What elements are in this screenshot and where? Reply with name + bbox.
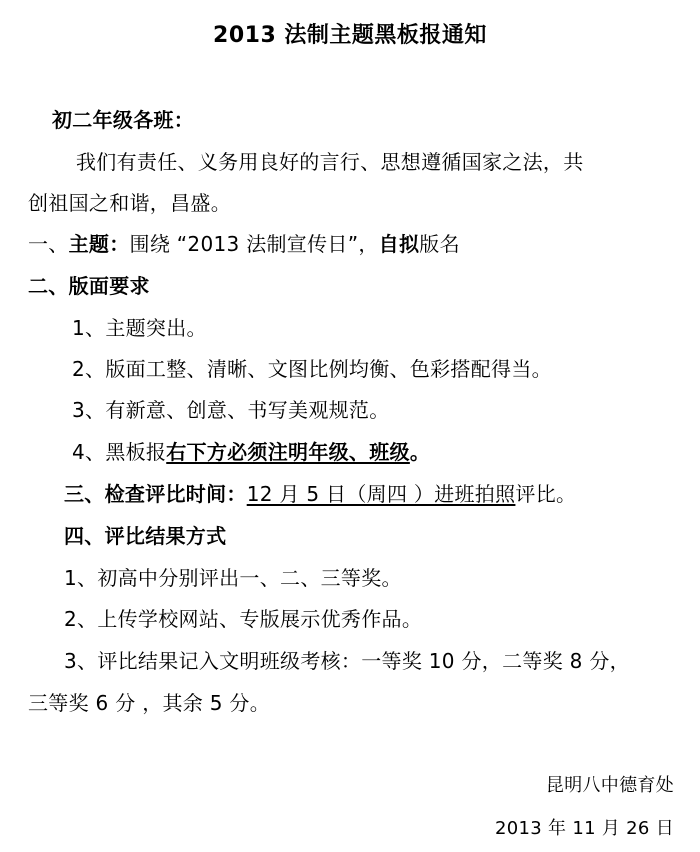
document-title: 2013 法制主题黑板报通知 bbox=[213, 23, 487, 48]
section-3-tail: 评比。 bbox=[515, 482, 577, 506]
result-item-3-line-1: 3、评比结果记入文明班级考核：一等奖 10 分，二等奖 8 分， bbox=[64, 649, 630, 673]
section-3-inspection-time bbox=[64, 480, 576, 508]
section-1-text-b: 版名 bbox=[419, 232, 460, 256]
result-item-2: 2、上传学校网站、专版展示优秀作品。 bbox=[64, 607, 423, 631]
section-3-date: 12 月 5 日（周四 ）进班拍照 bbox=[246, 482, 516, 506]
result-item-3-line-2: 三等奖 6 分 ，其余 5 分。 bbox=[28, 691, 271, 715]
requirement-4-emphasis: 右下方必须注明年级、班级 bbox=[166, 440, 410, 464]
section-1-prefix: 一、 bbox=[28, 232, 69, 256]
section-1-theme bbox=[28, 230, 460, 258]
salutation: 初二年级各班： bbox=[52, 108, 195, 132]
intro-paragraph-line-1: 我们有责任、义务用良好的言行、思想遵循国家之法，共 bbox=[76, 150, 584, 174]
signature: 昆明八中德育处 bbox=[545, 775, 674, 796]
requirement-4 bbox=[72, 438, 430, 466]
section-1-text-a: 围绕 “2013 法制宣传日”， bbox=[129, 232, 379, 256]
requirement-4-text-b: 。 bbox=[409, 440, 431, 464]
requirement-2: 2、版面工整、清晰、文图比例均衡、色彩搭配得当。 bbox=[72, 357, 552, 381]
section-1-text-bold: 自拟 bbox=[378, 232, 420, 256]
section-2-heading: 二、版面要求 bbox=[28, 274, 150, 298]
section-1-label: 主题： bbox=[68, 232, 130, 256]
requirement-3: 3、有新意、创意、书写美观规范。 bbox=[72, 398, 390, 422]
signature-date: 2013 年 11 月 26 日 bbox=[494, 818, 674, 839]
section-4-heading: 四、评比结果方式 bbox=[64, 524, 227, 548]
requirement-4-text-a: 4、黑板报 bbox=[72, 440, 167, 464]
requirement-1: 1、主题突出。 bbox=[72, 316, 207, 340]
intro-paragraph-line-2: 创祖国之和谐，昌盛。 bbox=[28, 191, 231, 215]
result-item-1: 1、初高中分别评出一、二、三等奖。 bbox=[64, 566, 402, 590]
section-3-heading: 三、检查评比时间： bbox=[64, 482, 247, 506]
